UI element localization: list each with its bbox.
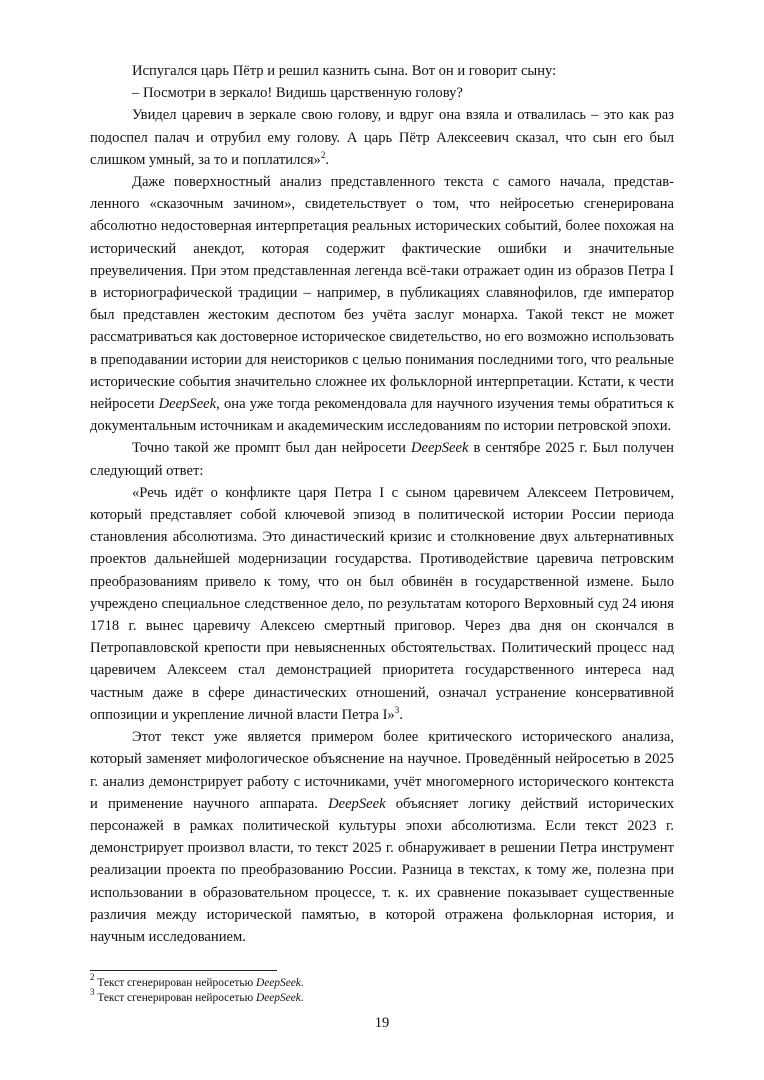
page-number: 19 <box>374 1015 390 1031</box>
footnote-tail: . <box>300 992 304 1004</box>
footnote-number: 3 <box>90 987 95 997</box>
paragraph-text: «Речь идёт о конфликте царя Петра I с сыном царевичем Алексеем Петровичем, который представляет собой ключевой эпизод в политической истории России периода становления абсолютизма. Это династический кризис и столкновение двух альтернативных проектов дальнейшей модернизации государства. Противодействие царевича петровским преобразованиям привело к тому, что он был обвинён в государственной измене. Было учреждено специальное следственное дело, по результатам которого Верховный суд 24 июня 1718 г. вынес царевичу Алексею смертный приговор. Через два дня он скончался в Петропавловской крепости при невыясненных обстоятельствах. Политический процесс над царевичем Алексеем стал демонстрацией приоритета государственного интереса над частным даже в сфере династических отношений, означал устранение консервативной оппозиции и укрепление личной власти Петра I» <box>90 484 674 723</box>
paragraph-conclusion <box>90 726 674 948</box>
footnote-2 <box>90 972 674 991</box>
paragraph-text: – Посмотри в зеркало! Видишь царственную голову? <box>132 85 463 102</box>
main-text <box>90 60 674 948</box>
paragraph-tale-line-1 <box>90 60 674 82</box>
paragraph-tail: . <box>325 151 330 168</box>
footnote-emphasis: DeepSeek <box>255 977 301 989</box>
paragraph-tale-end <box>90 104 674 171</box>
paragraph-text: Увидел царевич в зеркале свою голову, и вдруг она взяла и отвалилась – это как раз подоспел палач и отрубил ему голову. А царь Пётр Алексеевич сказал, что сын его был слишком умный, за то и поплатился» <box>90 107 674 168</box>
paragraph-text: , она уже тогда рекомендовала для научного изучения темы обратиться к документальным источникам и академическим исследованиям по истории петровской эпохи. <box>90 396 674 435</box>
emphasis-deepseek: DeepSeek <box>410 440 469 457</box>
footnote-number: 2 <box>90 972 95 982</box>
paragraph-text: Испугался царь Пётр и решил казнить сына. Вот он и говорит сыну: <box>132 63 557 79</box>
paragraph-text: Даже поверхностный анализ представленного текста с самого начала, представленного «сказочным зачином», свидетельствует о том, что нейросетью сгенерирована абсолютно недостоверная интерпретация реальных исторических событий, более похожая на исторический анекдот, которая содержит фактические ошибки и значительные преувеличения. При этом представленная легенда всё-таки отражает один из образов Петра I в историографической традиции – например, в публикациях славянофилов, где император был представлен жестоким деспотом без учёта заслуг монарха. Такой текст не может рассматриваться как достоверное историческое свидетельство, но его возможно использовать в преподавании истории для неисториков с целью понимания последними того, что реальные исторические события значительно сложнее их фольклорной интерпретации. Кстати, к чести нейросети <box>90 174 674 413</box>
footnote-3 <box>90 987 674 1006</box>
paragraph-quote <box>90 482 674 726</box>
footnote-divider <box>90 970 277 971</box>
paragraph-text: в сентябре 2025 г. Был получен следующий ответ: <box>90 440 674 479</box>
footnote-text: Текст сгенерирован нейросетью <box>94 977 256 989</box>
footnotes <box>90 972 674 1006</box>
emphasis-deepseek: DeepSeek <box>328 795 386 812</box>
footnote-text: Текст сгенерирован нейросетью <box>94 992 256 1004</box>
paragraph-text: Этот текст уже является примером более критического исторического анализа, который заменяет мифологическое объяснение на научное. Проведённый нейросетью в 2025 г. анализ демонстрирует работу с источниками, учёт многомерного исторического контекста и применение научного аппарата. <box>90 729 674 812</box>
emphasis-deepseek: DeepSeek <box>158 396 217 413</box>
footnote-tail: . <box>300 977 304 989</box>
paragraph-prompt <box>90 437 674 481</box>
footnote-ref-2: 2 <box>320 149 326 160</box>
paragraph-tale-line-2 <box>90 82 674 104</box>
paragraph-text: объясняет логику действий исторических персонажей в рамках политической культуры эпохи абсолютизма. Если текст 2023 г. демонстрирует произвол власти, то текст 2025 г. обнаруживает в решении Петра инструмент реализации проекта по преобразованию России. Разница в текстах, к тому же, полезна при использовании в образовательном процессе, т. к. их сравнение показывает существенные различия между исторической памятью, в которой отражена фольклорная история, и научным исследованием. <box>90 795 674 945</box>
paragraph-tail: . <box>399 706 403 723</box>
paragraph-analysis <box>90 171 674 437</box>
paragraph-text: Точно такой же промпт был дан нейросети <box>132 440 411 457</box>
footnote-ref-3: 3 <box>394 704 400 715</box>
footnote-emphasis: DeepSeek <box>255 992 301 1004</box>
